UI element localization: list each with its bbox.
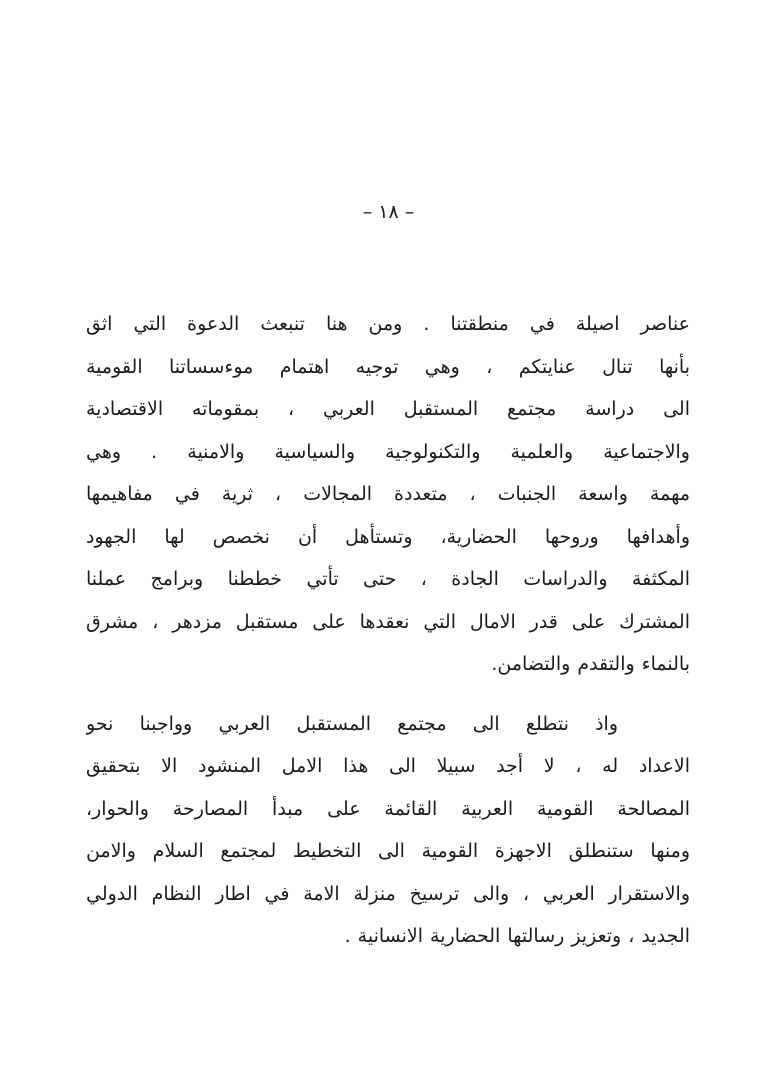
paragraph-2	[86, 703, 690, 958]
text-block	[86, 303, 690, 958]
text-line: ومنها ستنطلق الاجهزة القومية الى التخطيط لمجتمع السلام والامن	[86, 840, 690, 862]
text-line: الاعداد له ، لا أجد سبيلا الى هذا الامل المنشود الا بتحقيق	[86, 755, 690, 777]
paragraph-1	[86, 303, 690, 686]
text-line: مهمة واسعة الجنبات ، متعددة المجالات ، ثرية في مفاهيمها	[86, 483, 690, 505]
text-line: وأهدافها وروحها الحضارية، وتستأهل أن نخصص لها الجهود	[86, 525, 690, 548]
page-number: – ١٨ –	[362, 201, 415, 223]
text-line: الجديد ، وتعزيز رسالتها الحضارية الانسانية .	[344, 925, 690, 947]
text-line: المكثفة والدراسات الجادة ، حتى تأتي خططنا وبرامج عملنا	[86, 568, 690, 590]
text-line: الى دراسة مجتمع المستقبل العربي ، بمقوماته الاقتصادية	[86, 398, 690, 420]
text-line: المشترك على قدر الامال التي نعقدها على مستقبل مزدهر ، مشرق	[86, 610, 690, 633]
text-line: بالنماء والتقدم والتضامن.	[491, 653, 690, 675]
text-line: عناصر اصيلة في منطقتنا . ومن هنا تنبعث الدعوة التي اثق	[86, 313, 690, 335]
text-line: واذ نتطلع الى مجتمع المستقبل العربي وواجبنا نحو	[86, 712, 618, 735]
text-line: والاجتماعية والعلمية والتكنولوجية والسياسية والامنية . وهي	[86, 440, 690, 463]
text-line: والاستقرار العربي ، والى ترسيخ منزلة الامة في اطار النظام الدولي	[86, 882, 690, 905]
text-line: المصالحة القومية العربية القائمة على مبدأ المصارحة والحوار،	[86, 797, 690, 820]
text-line: بأنها تنال عنايتكم ، وهي توجيه اهتمام موءسساتنا القومية	[86, 355, 690, 378]
